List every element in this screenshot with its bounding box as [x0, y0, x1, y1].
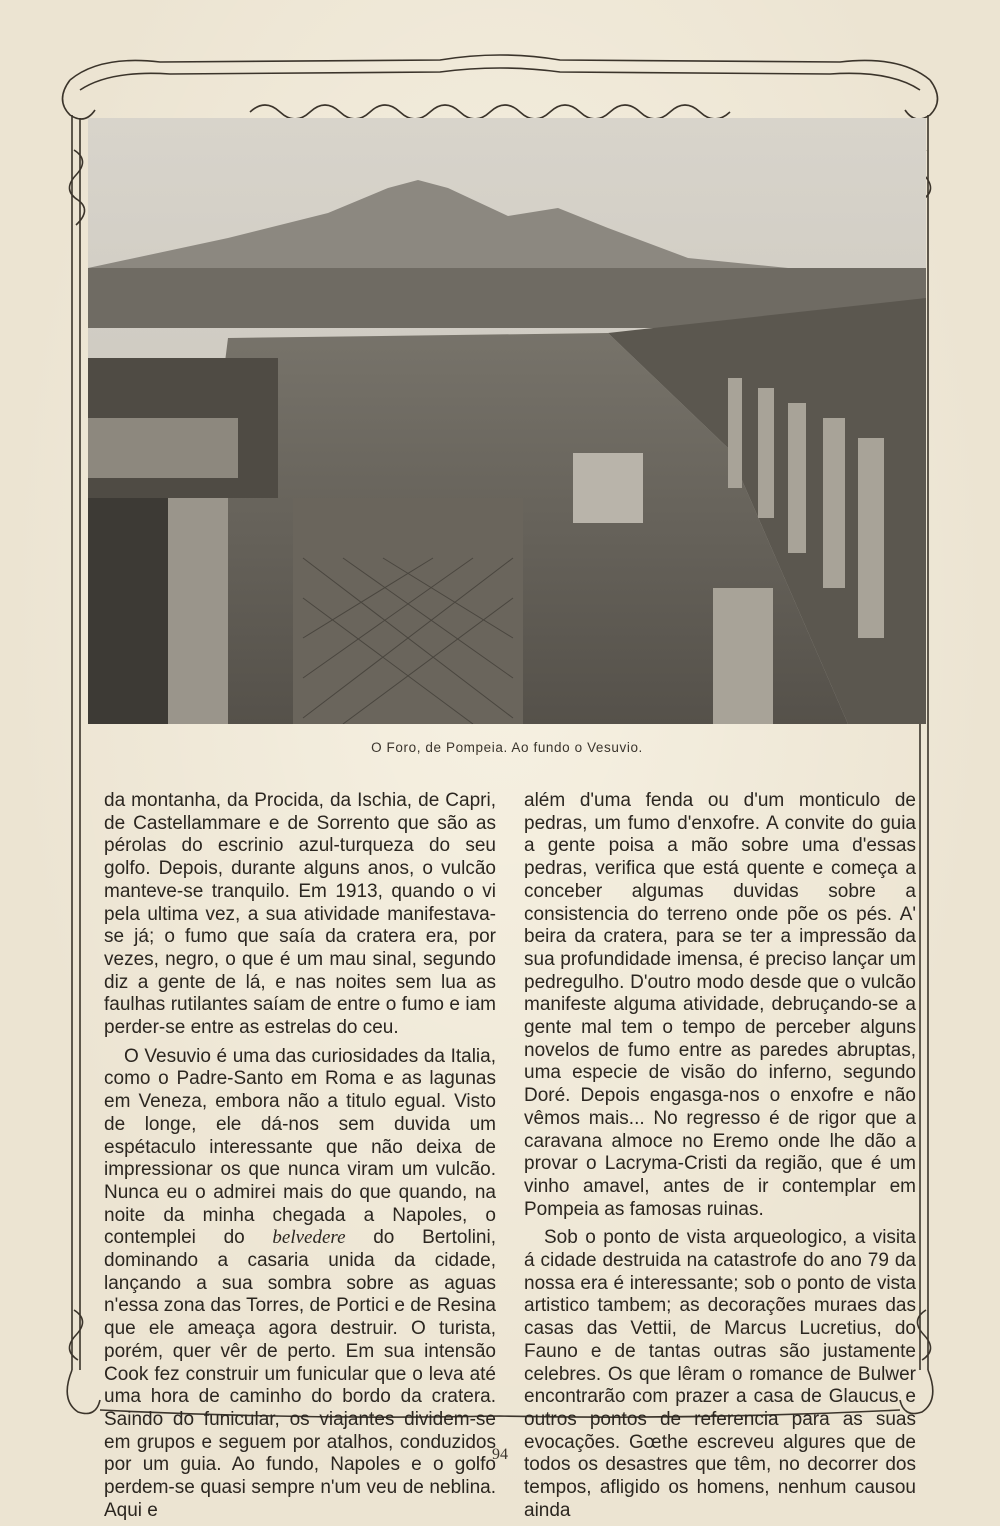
paragraph: Sob o ponto de vista arqueologico, a visita á cidade destruida na catastrofe do ano 79 da nossa era é interessante; sob o ponto de vista artistico tambem; as decorações muraes das casas das Vettii, de Marcus Lucretius, do Fauno e de tantas outras são justamente celebres. Os que lêram o romance de Bulwer encontrarão com prazer a casa de Glaucus e outros pontos de referencia para as suas evocações. Gœthe escreveu algures que de todos os desastres que têm, no decorrer dos tempos, afligido os homens, nenhum causou ainda — [524, 1227, 916, 1521]
italic-term: belvedere — [272, 1227, 346, 1249]
paragraph: além d'uma fenda ou d'um monticulo de pedras, um fumo d'enxofre. A convite do guia a gente poisa a mão sobre uma d'essas pedras, verifica que está quente e começa a conceber algumas duvidas sobre a consistencia do terreno onde põe os pés. A' beira da cratera, para se ter a impressão da sua profundidade imensa, é preciso lançar um pedregulho. D'outro modo desde que o vulcão manifeste alguma atividade, debruçando-se a gente mal tem o tempo de perceber alguns novelos de fumo entre as paredes abruptas, uma especie de visão do inferno, segundo Doré. Depois engasga-nos o enxofre e não vêmos mais... No regresso é de rigor que a caravana almoce no Eremo onde lhe dão a provar o Lacryma-Cristi da região, que é um vinho amavel, antes de ir contemplar em Pompeia as famosas ruinas. — [524, 790, 916, 1220]
text-column-left — [104, 790, 496, 1523]
photo-illustration — [88, 118, 926, 724]
paragraph-text: do Bertolini, dominando a casaria unida da cidade, lançando a sua sombra sobre as aguas n'essa zona das Torres, de Portici e de Resina que ele ameaça agora destruir. O turista, porém, quer vêr de perto. Em sua intensão Cook fez construir um funicular que o leva até uma hora de caminho do bordo da cratera. Saindo do funicular, os viajantes dividem-se em grupos e seguem por atalhos, conduzidos por um guia. Ao fundo, Napoles e o golfo perdem-se quasi sempre n'um veu de neblina. Aqui e — [104, 1227, 496, 1521]
page-number: 94 — [492, 1446, 508, 1463]
photograph-forum-pompeii — [88, 118, 926, 724]
paragraph: da montanha, da Procida, da Ischia, de Capri, de Castellammare e de Sorrento que são as pérolas do escrinio azul-turqueza do seu golfo. Depois, durante alguns anos, o vulcão manteve-se tranquilo. Em 1913, quando o vi pela ultima vez, a sua atividade manifestava-se já; o fumo que saía da cratera era, por vezes, negro, o que é um mau sinal, segundo diz a gente de lá, e nas noites sem lua as faulhas rutilantes saíam de entre o fumo e iam perder-se entre as estrelas do ceu. — [104, 790, 496, 1039]
photo-caption: O Foro, de Pompeia. Ao fundo o Vesuvio. — [371, 740, 643, 755]
paragraph-text: O Vesuvio é uma das curiosidades da Italia, como o Padre-Santo em Roma e as lagunas em Veneza, embora não a titulo egual. Visto de longe, ele dá-nos sem duvida um espétaculo interessante que não deixa de impressionar os que nunca viram um vulcão. Nunca eu o admirei mais do que quando, na noite da minha chegada a Napoles, o contemplei do — [104, 1045, 496, 1249]
text-column-right — [524, 790, 916, 1523]
